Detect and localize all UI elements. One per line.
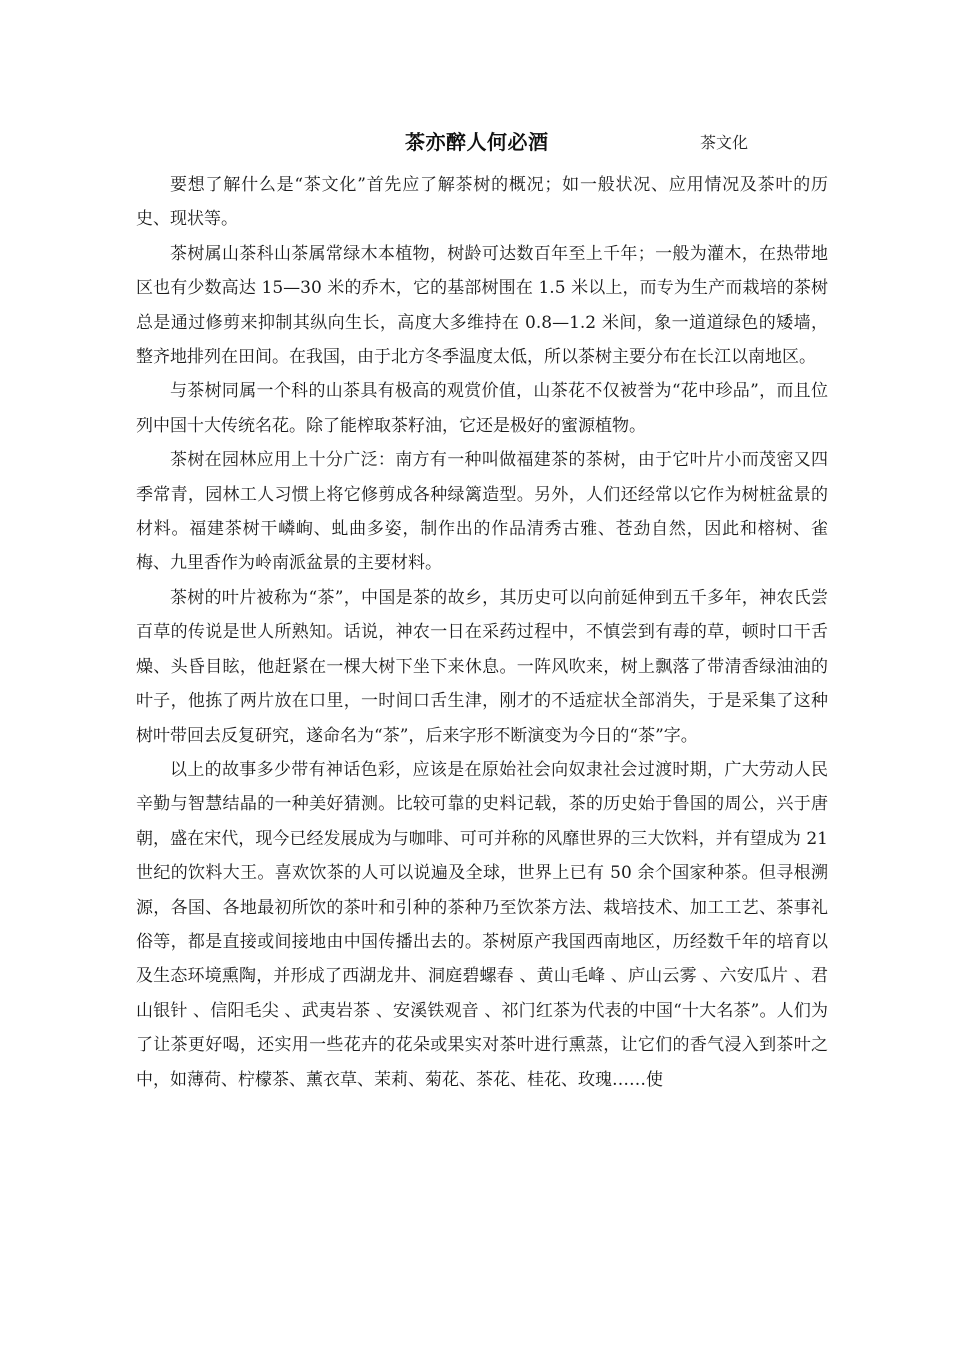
paragraph: 以上的故事多少带有神话色彩，应该是在原始社会向奴隶社会过渡时期，广大劳动人民辛勤与智慧结晶的一种美好猜测。比较可靠的史料记载，茶的历史始于鲁国的周公，兴于唐朝，盛在宋代，现今已经发展成为与咖啡、可可并称的风靡世界的三大饮料，并有望成为 21 世纪的饮料大王。喜欢饮茶的人可以说遍及全球，世界上已有 50 余个国家种茶。但寻根溯源，各国、各地最初所饮的茶叶和引种的茶种乃至饮茶方法、栽培技术、加工工艺、茶事礼俗等，都是直接或间接地由中国传播出去的。茶树原产我国西南地区，历经数千年的培育以及生态环境熏陶，并形成了西湖龙井、洞庭碧螺春 、黄山毛峰 、庐山云雾 、六安瓜片 、君山银针 、信阳毛尖 、武夷岩茶 、安溪铁观音 、祁门红茶为代表的中国“十大名茶”。人们为了让茶更好喝，还实用一些花卉的花朵或果实对茶叶进行熏蒸，让它们的香气浸入到茶叶之中，如薄荷、柠檬茶、薰衣草、茉莉、菊花、茶花、桂花、玫瑰……使 bbox=[136, 759, 828, 1090]
paragraph: 茶树在园林应用上十分广泛：南方有一种叫做福建茶的茶树，由于它叶片小而茂密又四季常青，园林工人习惯上将它修剪成各种绿篱造型。另外，人们还经常以它作为树桩盆景的材料。福建茶树干嶙峋、虬曲多姿，制作出的作品清秀古雅、苍劲自然，因此和榕树、雀梅、九里香作为岭南派盆景的主要材料。 bbox=[136, 450, 828, 574]
document-title: 茶亦醉人何必酒 bbox=[405, 130, 549, 154]
document-body bbox=[136, 168, 828, 1097]
paragraph: 与茶树同属一个科的山茶具有极高的观赏价值，山茶花不仅被誉为“花中珍品”，而且位列中国十大传统名花。除了能榨取茶籽油，它还是极好的蜜源植物。 bbox=[136, 381, 828, 436]
paragraph: 茶树的叶片被称为“茶”，中国是茶的故乡，其历史可以向前延伸到五千多年，神农氏尝百草的传说是世人所熟知。话说，神农一日在采药过程中，不慎尝到有毒的草，顿时口干舌燥、头昏目眩，他赶紧在一棵大树下坐下来休息。一阵风吹来，树上飘落了带清香绿油油的叶子，他拣了两片放在口里，一时间口舌生津，刚才的不适症状全部消失，于是采集了这种树叶带回去反复研究，遂命名为“茶”，后来字形不断演变为今日的“茶”字。 bbox=[136, 587, 828, 746]
paragraph: 要想了解什么是“茶文化”首先应了解茶树的概况；如一般状况、应用情况及茶叶的历史、现状等。 bbox=[136, 175, 828, 230]
paragraph: 茶树属山茶科山茶属常绿木本植物，树龄可达数百年至上千年；一般为灌木，在热带地区也有少数高达 15—30 米的乔木，它的基部树围在 1.5 米以上，而专为生产而栽培的茶树总是通过修剪来抑制其纵向生长，高度大多维持在 0.8—1.2 米间，象一道道绿色的矮墙，整齐地排列在田间。在我国，由于北方冬季温度太低，所以茶树主要分布在长江以南地区。 bbox=[136, 243, 828, 368]
document-category: 茶文化 bbox=[700, 133, 749, 152]
